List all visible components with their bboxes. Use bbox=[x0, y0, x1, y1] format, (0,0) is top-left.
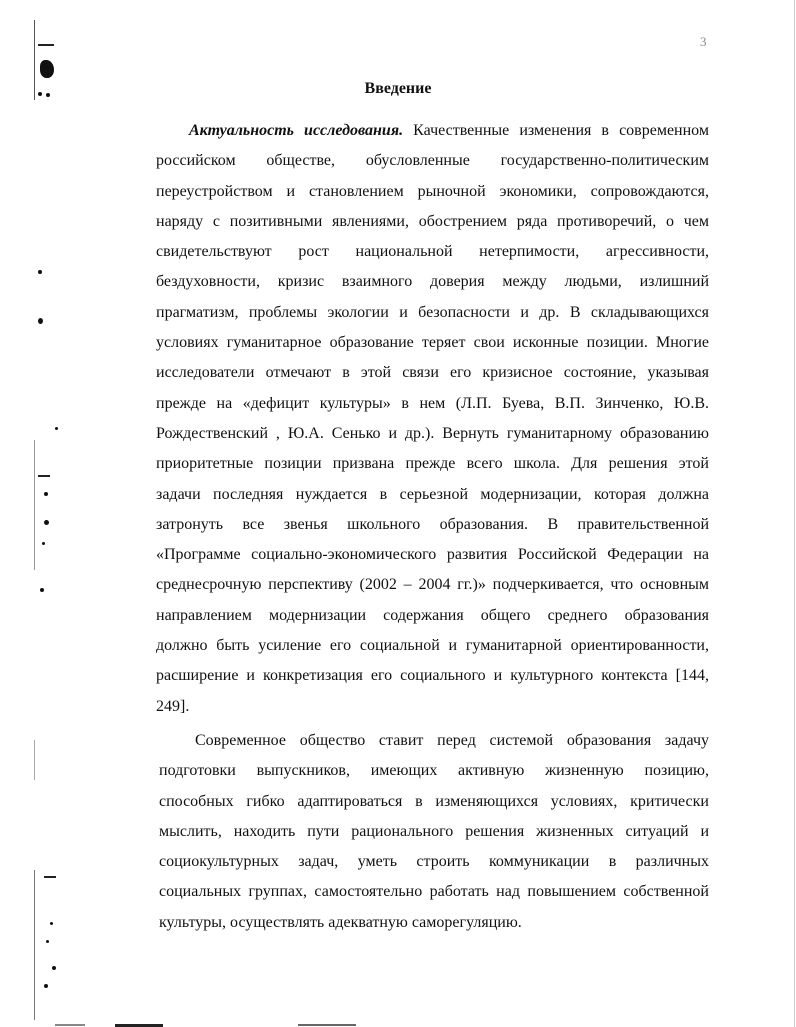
text-line: Рождественский , Ю.А. Сенько и др.). Вернуть гуманитарному образованию bbox=[156, 424, 709, 442]
scan-right-edge bbox=[794, 0, 795, 1027]
scan-margin-line-mid bbox=[34, 440, 35, 570]
text-line: бездуховности, кризис взаимного доверия между людьми, излишний bbox=[156, 273, 709, 291]
lead-phrase: Актуальность исследования. bbox=[189, 122, 404, 139]
text-line: культуры, осуществлять адекватную саморегуляцию. bbox=[159, 913, 522, 931]
text-line: «Программе социально-экономического развития Российской Федерации на bbox=[156, 546, 709, 564]
scan-mark bbox=[44, 876, 56, 878]
text-line: подготовки выпускников, имеющих активную жизненную позицию, bbox=[159, 762, 709, 780]
text-line: направлением модернизации содержания общего среднего образования bbox=[156, 606, 709, 624]
text-line: среднесрочную перспективу (2002 – 2004 гг.)» подчеркивается, что основным bbox=[156, 576, 709, 594]
text-line: 249]. bbox=[156, 697, 190, 715]
scan-speck bbox=[50, 922, 53, 925]
text-line: свидетельствуют рост национальной нетерпимости, агрессивности, bbox=[156, 243, 709, 261]
page-number: 3 bbox=[700, 34, 707, 49]
text-line: Актуальность исследования. Качественные изменения в современном bbox=[189, 122, 709, 139]
text-line: мыслить, находить пути рационального решения жизненных ситуаций и bbox=[159, 822, 709, 840]
scan-speck bbox=[46, 940, 49, 943]
scan-margin-line-bottom bbox=[34, 870, 35, 1020]
scan-speck bbox=[38, 318, 43, 324]
text-line: приоритетные позиции призвана прежде всего школа. Для решения этой bbox=[156, 455, 709, 473]
text-line: должно быть усиление его социальной и гуманитарной ориентированности, bbox=[156, 637, 709, 655]
page-title: Введение bbox=[364, 80, 432, 97]
text-line: социокультурных задач, уметь строить коммуникации в различных bbox=[159, 853, 709, 871]
text-line: способных гибко адаптироваться в изменяющихся условиях, критически bbox=[159, 792, 709, 810]
text-line: Современное общество ставит перед системой образования задачу bbox=[195, 731, 709, 749]
body-text bbox=[123, 116, 709, 938]
scan-margin-line-low bbox=[34, 740, 35, 780]
scan-speck bbox=[40, 588, 44, 592]
text-line: задачи последняя нуждается в серьезной модернизации, которая должна bbox=[156, 485, 709, 503]
scan-speck bbox=[52, 966, 56, 970]
scan-speck bbox=[40, 60, 54, 78]
text-line: прежде на «дефицит культуры» в нем (Л.П. Буева, В.П. Зинченко, Ю.В. bbox=[156, 394, 709, 412]
scan-speck bbox=[44, 492, 48, 496]
text-line: исследователи отмечают в этой связи его кризисное состояние, указывая bbox=[156, 364, 709, 382]
scan-speck bbox=[38, 270, 42, 274]
text-line: расширение и конкретизация его социального и культурного контекста [144, bbox=[156, 667, 709, 685]
scan-speck bbox=[44, 984, 48, 988]
paragraph-society bbox=[123, 726, 709, 938]
text-line: наряду с позитивными явлениями, обострением ряда противоречий, о чем bbox=[156, 212, 709, 230]
scan-mark bbox=[38, 475, 50, 477]
text-line: затронуть все звенья школьного образования. В правительственной bbox=[156, 515, 709, 533]
scan-mark bbox=[38, 44, 54, 46]
scan-speck bbox=[42, 542, 45, 545]
text-line: переустройством и становлением рыночной экономики, сопровождаются, bbox=[156, 182, 709, 200]
scan-mark bbox=[298, 1024, 356, 1026]
text-line: прагматизм, проблемы экологии и безопасности и др. В складывающихся bbox=[156, 303, 709, 321]
text-line: российском обществе, обусловленные государственно-политическим bbox=[156, 152, 709, 170]
scan-mark bbox=[55, 1024, 85, 1026]
scan-speck bbox=[55, 427, 58, 430]
text-line: социальных группах, самостоятельно работать над повышением собственной bbox=[159, 883, 709, 901]
text-line: условиях гуманитарное образование теряет свои исконные позиции. Многие bbox=[156, 334, 709, 352]
paragraph-relevance bbox=[123, 116, 709, 722]
scan-speck bbox=[44, 520, 49, 525]
